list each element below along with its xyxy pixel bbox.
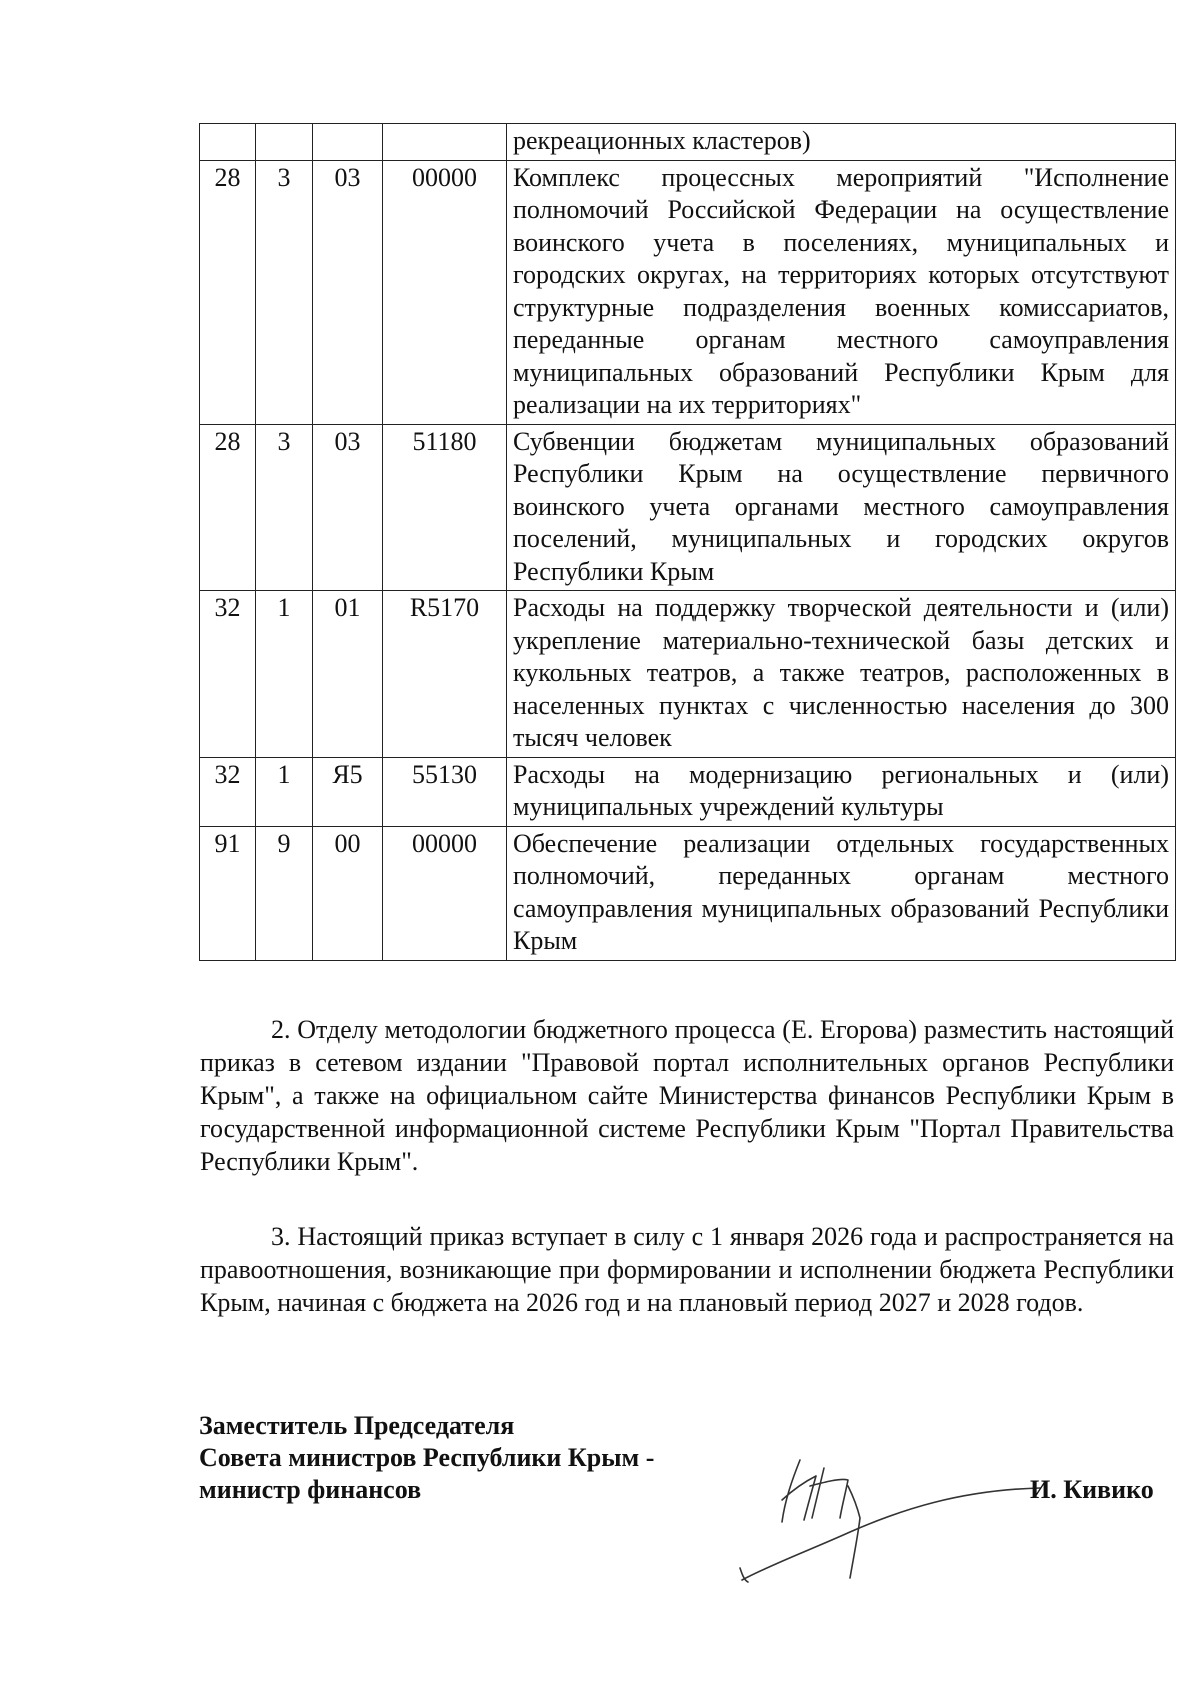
code-cell-3: Я5 (313, 757, 383, 826)
code-cell-1 (200, 124, 256, 161)
code-cell-3: 03 (313, 424, 383, 591)
budget-codes-table (199, 123, 1176, 961)
code-cell-4: 51180 (383, 424, 507, 591)
table-row (200, 160, 1176, 424)
paragraph-effective-date: 3. Настоящий приказ вступает в силу с 1 января 2026 года и распространяется на правоотношения, возникающие при формировании и исполнении бюджета Республики Крым, начиная с бюджета на 2026 год и на плановый период 2027 и 2028 годов. (200, 1222, 1174, 1317)
code-cell-3: 03 (313, 160, 383, 424)
code-cell-2: 3 (256, 160, 313, 424)
table-row (200, 757, 1176, 826)
code-cell-4: 00000 (383, 160, 507, 424)
code-cell-2: 1 (256, 757, 313, 826)
code-cell-1: 32 (200, 591, 256, 758)
code-cell-3 (313, 124, 383, 161)
description-cell: Комплекс процессных мероприятий "Исполнение полномочий Российской Федерации на осуществление воинского учета в поселениях, муниципальных и городских округах, на территориях которых отсутствуют структурные подразделения военных комиссариатов, переданные органам местного самоуправления муниципальных образований Республики Крым для реализации на их территориях" (507, 160, 1176, 424)
paragraph-publication: 2. Отделу методологии бюджетного процесса (Е. Егорова) разместить настоящий приказ в сетевом издании "Правовой портал исполнительных органов Республики Крым", а также на официальном сайте Министерства финансов Республики Крым в государственной информационной системе Республики Крым "Портал Правительства Республики Крым". (200, 1015, 1174, 1176)
description-cell: Субвенции бюджетам муниципальных образований Республики Крым на осуществление первичного воинского учета органами местного самоуправления поселений, муниципальных и городских округов Республики Крым (507, 424, 1176, 591)
description-cell: рекреационных кластеров) (507, 124, 1176, 161)
table-row (200, 424, 1176, 591)
table-row (200, 826, 1176, 960)
code-cell-4: 00000 (383, 826, 507, 960)
table-row (200, 124, 1176, 161)
code-cell-1: 28 (200, 160, 256, 424)
signatory-title-line: Совета министров Республики Крым - (199, 1443, 655, 1472)
code-cell-1: 28 (200, 424, 256, 591)
code-cell-4 (383, 124, 507, 161)
code-cell-4: R5170 (383, 591, 507, 758)
code-cell-2: 9 (256, 826, 313, 960)
code-cell-3: 01 (313, 591, 383, 758)
signatory-name: И. Кивико (1030, 1475, 1154, 1504)
code-cell-1: 32 (200, 757, 256, 826)
description-cell: Расходы на модернизацию региональных и (или) муниципальных учреждений культуры (507, 757, 1176, 826)
signatory-title-line: Заместитель Председателя (199, 1411, 515, 1440)
signatory-title-line: министр финансов (199, 1475, 422, 1504)
description-cell: Обеспечение реализации отдельных государственных полномочий, переданных органам местного самоуправления муниципальных образований Республики Крым (507, 826, 1176, 960)
signatory-title (199, 1410, 654, 1506)
code-cell-2: 3 (256, 424, 313, 591)
code-cell-1: 91 (200, 826, 256, 960)
table-row (200, 591, 1176, 758)
code-cell-2 (256, 124, 313, 161)
code-cell-3: 00 (313, 826, 383, 960)
code-cell-4: 55130 (383, 757, 507, 826)
handwritten-signature (730, 1440, 1050, 1590)
code-cell-2: 1 (256, 591, 313, 758)
description-cell: Расходы на поддержку творческой деятельности и (или) укрепление материально-технической базы детских и кукольных театров, а также театров, расположенных в населенных пунктах с численностью населения до 300 тысяч человек (507, 591, 1176, 758)
